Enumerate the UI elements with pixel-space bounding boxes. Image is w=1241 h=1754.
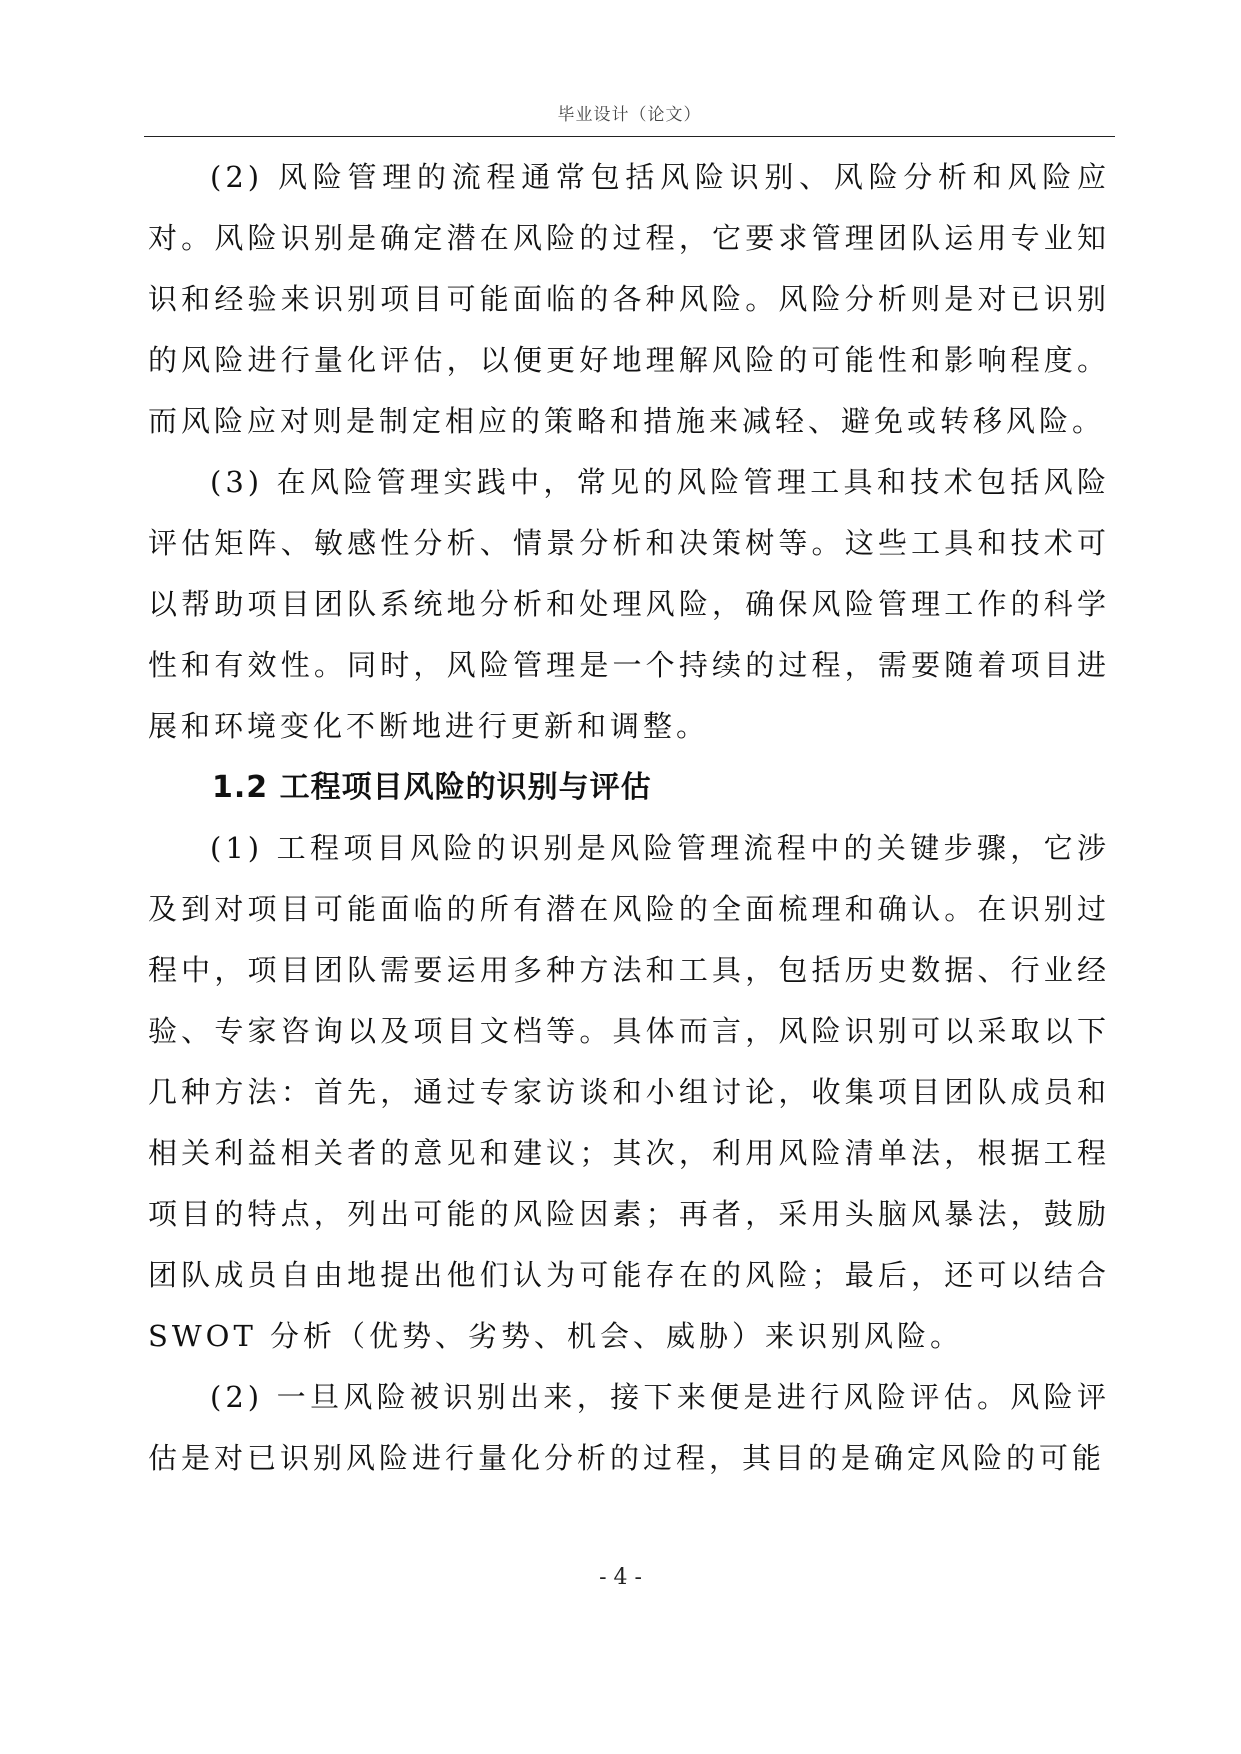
paragraph-risk-identification: (1) 工程项目风险的识别是风险管理流程中的关键步骤，它涉及到对项目可能面临的所有潜在风险的全面梳理和确认。在识别过程中，项目团队需要运用多种方法和工具，包括历史数据、行业经验、专家咨询以及项目文档等。具体而言，风险识别可以采取以下几种方法：首先，通过专家访谈和小组讨论，收集项目团队成员和相关利益相关者的意见和建议；其次，利用风险清单法，根据工程项目的特点，列出可能的风险因素；再者，采用头脑风暴法，鼓励团队成员自由地提出他们认为可能存在的风险；最后，还可以结合SWOT 分析（优势、劣势、机会、威胁）来识别风险。	[148, 831, 1110, 1353]
page-header	[144, 100, 1115, 137]
document-body	[148, 147, 1110, 1489]
page-number: - 4 -	[599, 1565, 642, 1590]
page-footer	[0, 1563, 1241, 1593]
section-heading: 1.2 工程项目风险的识别与评估	[212, 770, 652, 805]
header-title: 毕业设计（论文）	[557, 105, 702, 125]
paragraph-risk-process: (2) 风险管理的流程通常包括风险识别、风险分析和风险应对。风险识别是确定潜在风险的过程，它要求管理团队运用专业知识和经验来识别项目可能面临的各种风险。风险分析则是对已识别的风险进行量化评估，以便更好地理解风险的可能性和影响程度。而风险应对则是制定相应的策略和措施来减轻、避免或转移风险。	[148, 160, 1110, 438]
paragraph-risk-assessment: (2) 一旦风险被识别出来，接下来便是进行风险评估。风险评估是对已识别风险进行量化分析的过程，其目的是确定风险的可能	[148, 1380, 1110, 1475]
paragraph-risk-tools: (3) 在风险管理实践中，常见的风险管理工具和技术包括风险评估矩阵、敏感性分析、情景分析和决策树等。这些工具和技术可以帮助项目团队系统地分析和处理风险，确保风险管理工作的科学性和有效性。同时，风险管理是一个持续的过程，需要随着项目进展和环境变化不断地进行更新和调整。	[148, 465, 1110, 743]
